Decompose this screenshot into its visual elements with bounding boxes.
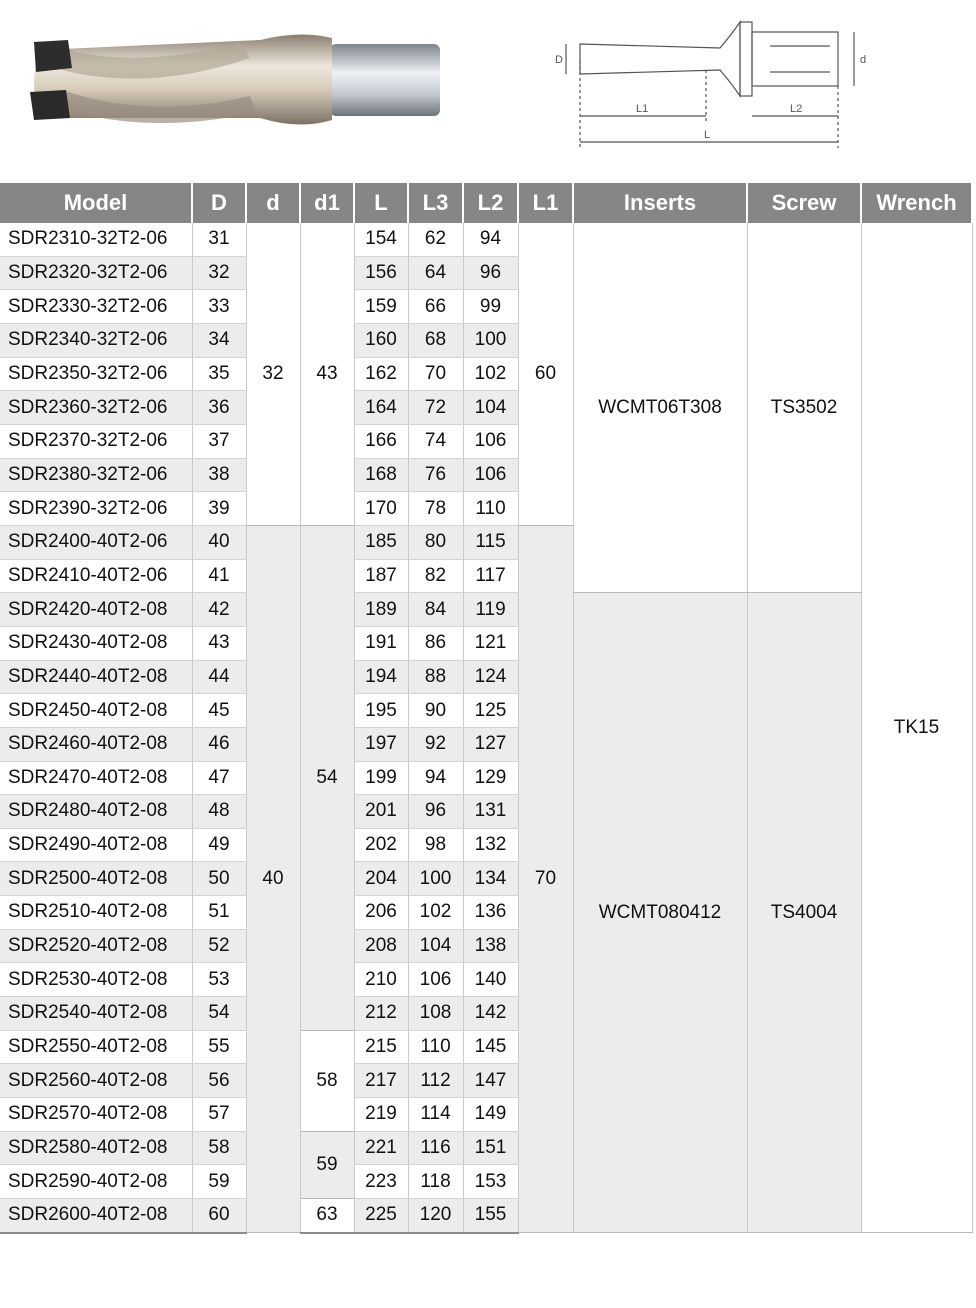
cell-d-diameter: 53	[192, 963, 246, 997]
cell-l3: 70	[408, 357, 463, 391]
cell-length: 159	[354, 290, 408, 324]
cell-l2: 121	[463, 626, 518, 660]
cell-d-diameter: 51	[192, 896, 246, 930]
cell-l3: 114	[408, 1098, 463, 1132]
cell-length: 219	[354, 1098, 408, 1132]
cell-length: 166	[354, 424, 408, 458]
dim-label-L: L	[704, 129, 711, 141]
merged-cell-d: 32	[246, 223, 300, 525]
cell-d-diameter: 50	[192, 862, 246, 896]
cell-l3: 82	[408, 559, 463, 593]
cell-l3: 104	[408, 929, 463, 963]
cell-l3: 68	[408, 323, 463, 357]
cell-length: 199	[354, 761, 408, 795]
cell-l3: 74	[408, 424, 463, 458]
cell-l2: 151	[463, 1131, 518, 1165]
cell-length: 202	[354, 828, 408, 862]
column-header-d1: d1	[300, 183, 354, 223]
merged-cell-inserts: WCMT080412	[573, 593, 747, 1233]
cell-l2: 99	[463, 290, 518, 324]
cell-l3: 102	[408, 896, 463, 930]
cell-l2: 134	[463, 862, 518, 896]
cell-d-diameter: 56	[192, 1064, 246, 1098]
cell-l2: 136	[463, 896, 518, 930]
table-row	[0, 593, 972, 627]
cell-l2: 106	[463, 424, 518, 458]
cell-d-diameter: 59	[192, 1165, 246, 1199]
header-images	[0, 0, 976, 180]
cell-length: 215	[354, 1030, 408, 1064]
cell-length: 221	[354, 1131, 408, 1165]
column-header-l3: L3	[408, 183, 463, 223]
product-illustrations	[0, 0, 976, 180]
table-body	[0, 223, 972, 1233]
merged-cell-d1: 43	[300, 223, 354, 525]
cell-l2: 106	[463, 458, 518, 492]
cell-d-diameter: 48	[192, 795, 246, 829]
cell-l3: 88	[408, 660, 463, 694]
cell-model: SDR2560-40T2-08	[0, 1064, 192, 1098]
cell-length: 170	[354, 492, 408, 526]
cell-l2: 104	[463, 391, 518, 425]
drawing-flange	[740, 22, 752, 96]
cell-model: SDR2350-32T2-06	[0, 357, 192, 391]
spec-table	[0, 183, 973, 1234]
cell-model: SDR2460-40T2-08	[0, 727, 192, 761]
cell-d-diameter: 36	[192, 391, 246, 425]
cell-length: 164	[354, 391, 408, 425]
cell-l2: 117	[463, 559, 518, 593]
cell-l2: 129	[463, 761, 518, 795]
cell-l3: 84	[408, 593, 463, 627]
cell-d-diameter: 60	[192, 1199, 246, 1233]
cell-l2: 149	[463, 1098, 518, 1132]
cell-model: SDR2400-40T2-06	[0, 525, 192, 559]
cell-length: 162	[354, 357, 408, 391]
cell-l2: 142	[463, 997, 518, 1031]
drawing-shank	[752, 32, 838, 86]
cell-length: 194	[354, 660, 408, 694]
merged-cell-d1: 63	[300, 1199, 354, 1233]
cell-model: SDR2310-32T2-06	[0, 223, 192, 256]
cell-l3: 76	[408, 458, 463, 492]
cell-d-diameter: 44	[192, 660, 246, 694]
cell-d-diameter: 34	[192, 323, 246, 357]
merged-cell-d1: 54	[300, 525, 354, 1030]
merged-cell-l1: 60	[518, 223, 573, 525]
cell-l2: 153	[463, 1165, 518, 1199]
cell-l3: 72	[408, 391, 463, 425]
cell-l3: 118	[408, 1165, 463, 1199]
cell-l2: 119	[463, 593, 518, 627]
cell-l3: 100	[408, 862, 463, 896]
cell-length: 156	[354, 256, 408, 290]
cell-l3: 116	[408, 1131, 463, 1165]
cell-length: 217	[354, 1064, 408, 1098]
cell-l2: 145	[463, 1030, 518, 1064]
column-header-inserts: Inserts	[573, 183, 747, 223]
cell-model: SDR2550-40T2-08	[0, 1030, 192, 1064]
column-header-l: L	[354, 183, 408, 223]
cell-d-diameter: 33	[192, 290, 246, 324]
cell-length: 160	[354, 323, 408, 357]
cell-length: 225	[354, 1199, 408, 1233]
cell-l2: 124	[463, 660, 518, 694]
merged-cell-inserts: WCMT06T308	[573, 223, 747, 593]
cell-d-diameter: 32	[192, 256, 246, 290]
cell-l3: 112	[408, 1064, 463, 1098]
cell-model: SDR2500-40T2-08	[0, 862, 192, 896]
cell-l3: 98	[408, 828, 463, 862]
dim-label-d: d	[860, 54, 867, 66]
cell-l3: 64	[408, 256, 463, 290]
cell-d-diameter: 52	[192, 929, 246, 963]
cell-d-diameter: 45	[192, 694, 246, 728]
cell-l3: 110	[408, 1030, 463, 1064]
cell-model: SDR2580-40T2-08	[0, 1131, 192, 1165]
cell-length: 208	[354, 929, 408, 963]
cell-l2: 94	[463, 223, 518, 256]
merged-cell-d: 40	[246, 525, 300, 1232]
merged-cell-wrench: TK15	[861, 223, 972, 1233]
cell-l2: 127	[463, 727, 518, 761]
cell-d-diameter: 41	[192, 559, 246, 593]
drill-shank	[330, 44, 440, 116]
cell-length: 212	[354, 997, 408, 1031]
cell-l2: 102	[463, 357, 518, 391]
cell-d-diameter: 47	[192, 761, 246, 795]
merged-cell-screw: TS3502	[747, 223, 861, 593]
cell-l3: 94	[408, 761, 463, 795]
cell-l2: 96	[463, 256, 518, 290]
cell-l2: 132	[463, 828, 518, 862]
cell-length: 189	[354, 593, 408, 627]
cell-length: 168	[354, 458, 408, 492]
cell-model: SDR2370-32T2-06	[0, 424, 192, 458]
cell-model: SDR2520-40T2-08	[0, 929, 192, 963]
cell-l2: 138	[463, 929, 518, 963]
cell-length: 197	[354, 727, 408, 761]
cell-model: SDR2380-32T2-06	[0, 458, 192, 492]
column-header-l2: L2	[463, 183, 518, 223]
cell-model: SDR2540-40T2-08	[0, 997, 192, 1031]
cell-d-diameter: 49	[192, 828, 246, 862]
cell-model: SDR2330-32T2-06	[0, 290, 192, 324]
cell-model: SDR2390-32T2-06	[0, 492, 192, 526]
cell-d-diameter: 40	[192, 525, 246, 559]
cell-d-diameter: 35	[192, 357, 246, 391]
cell-l2: 140	[463, 963, 518, 997]
dim-label-L2: L2	[790, 103, 803, 115]
cell-l3: 106	[408, 963, 463, 997]
cell-l3: 80	[408, 525, 463, 559]
column-header-wrench: Wrench	[861, 183, 972, 223]
cell-l3: 120	[408, 1199, 463, 1233]
cell-d-diameter: 46	[192, 727, 246, 761]
cell-d-diameter: 58	[192, 1131, 246, 1165]
cell-length: 206	[354, 896, 408, 930]
cell-model: SDR2360-32T2-06	[0, 391, 192, 425]
cell-d-diameter: 39	[192, 492, 246, 526]
cell-l3: 90	[408, 694, 463, 728]
cell-model: SDR2410-40T2-06	[0, 559, 192, 593]
cell-model: SDR2510-40T2-08	[0, 896, 192, 930]
column-header-d: d	[246, 183, 300, 223]
cell-model: SDR2470-40T2-08	[0, 761, 192, 795]
insert-top	[34, 40, 72, 72]
cell-l3: 78	[408, 492, 463, 526]
cell-model: SDR2440-40T2-08	[0, 660, 192, 694]
cell-d-diameter: 42	[192, 593, 246, 627]
cell-length: 204	[354, 862, 408, 896]
cell-l2: 131	[463, 795, 518, 829]
cell-model: SDR2320-32T2-06	[0, 256, 192, 290]
dim-label-L1: L1	[636, 103, 649, 115]
merged-cell-d1: 58	[300, 1030, 354, 1131]
merged-cell-d1: 59	[300, 1131, 354, 1198]
cell-d-diameter: 31	[192, 223, 246, 256]
cell-l3: 66	[408, 290, 463, 324]
cell-model: SDR2480-40T2-08	[0, 795, 192, 829]
cell-l2: 100	[463, 323, 518, 357]
table-row	[0, 223, 972, 256]
cell-model: SDR2600-40T2-08	[0, 1199, 192, 1233]
cell-length: 185	[354, 525, 408, 559]
cell-length: 154	[354, 223, 408, 256]
cell-length: 191	[354, 626, 408, 660]
cell-model: SDR2340-32T2-06	[0, 323, 192, 357]
insert-bottom	[30, 90, 70, 120]
dim-label-D: D	[555, 54, 563, 66]
cell-l3: 86	[408, 626, 463, 660]
cell-model: SDR2450-40T2-08	[0, 694, 192, 728]
merged-cell-screw: TS4004	[747, 593, 861, 1233]
cell-model: SDR2420-40T2-08	[0, 593, 192, 627]
table-header-row	[0, 183, 972, 223]
cell-l2: 115	[463, 525, 518, 559]
column-header-d: D	[192, 183, 246, 223]
column-header-screw: Screw	[747, 183, 861, 223]
column-header-l1: L1	[518, 183, 573, 223]
cell-d-diameter: 43	[192, 626, 246, 660]
cell-l3: 108	[408, 997, 463, 1031]
merged-cell-l1: 70	[518, 525, 573, 1232]
cell-model: SDR2490-40T2-08	[0, 828, 192, 862]
cell-model: SDR2590-40T2-08	[0, 1165, 192, 1199]
cell-l2: 147	[463, 1064, 518, 1098]
column-header-model: Model	[0, 183, 192, 223]
cell-l3: 62	[408, 223, 463, 256]
cell-length: 187	[354, 559, 408, 593]
cell-d-diameter: 57	[192, 1098, 246, 1132]
drawing-body-outline	[580, 22, 740, 96]
cell-model: SDR2530-40T2-08	[0, 963, 192, 997]
cell-l3: 92	[408, 727, 463, 761]
cell-d-diameter: 37	[192, 424, 246, 458]
cell-d-diameter: 54	[192, 997, 246, 1031]
cell-length: 210	[354, 963, 408, 997]
cell-length: 195	[354, 694, 408, 728]
cell-model: SDR2570-40T2-08	[0, 1098, 192, 1132]
cell-d-diameter: 55	[192, 1030, 246, 1064]
cell-l3: 96	[408, 795, 463, 829]
cell-l2: 155	[463, 1199, 518, 1233]
drill-photo	[30, 34, 440, 124]
cell-length: 223	[354, 1165, 408, 1199]
cell-l2: 125	[463, 694, 518, 728]
cell-l2: 110	[463, 492, 518, 526]
cell-model: SDR2430-40T2-08	[0, 626, 192, 660]
cell-length: 201	[354, 795, 408, 829]
cell-d-diameter: 38	[192, 458, 246, 492]
